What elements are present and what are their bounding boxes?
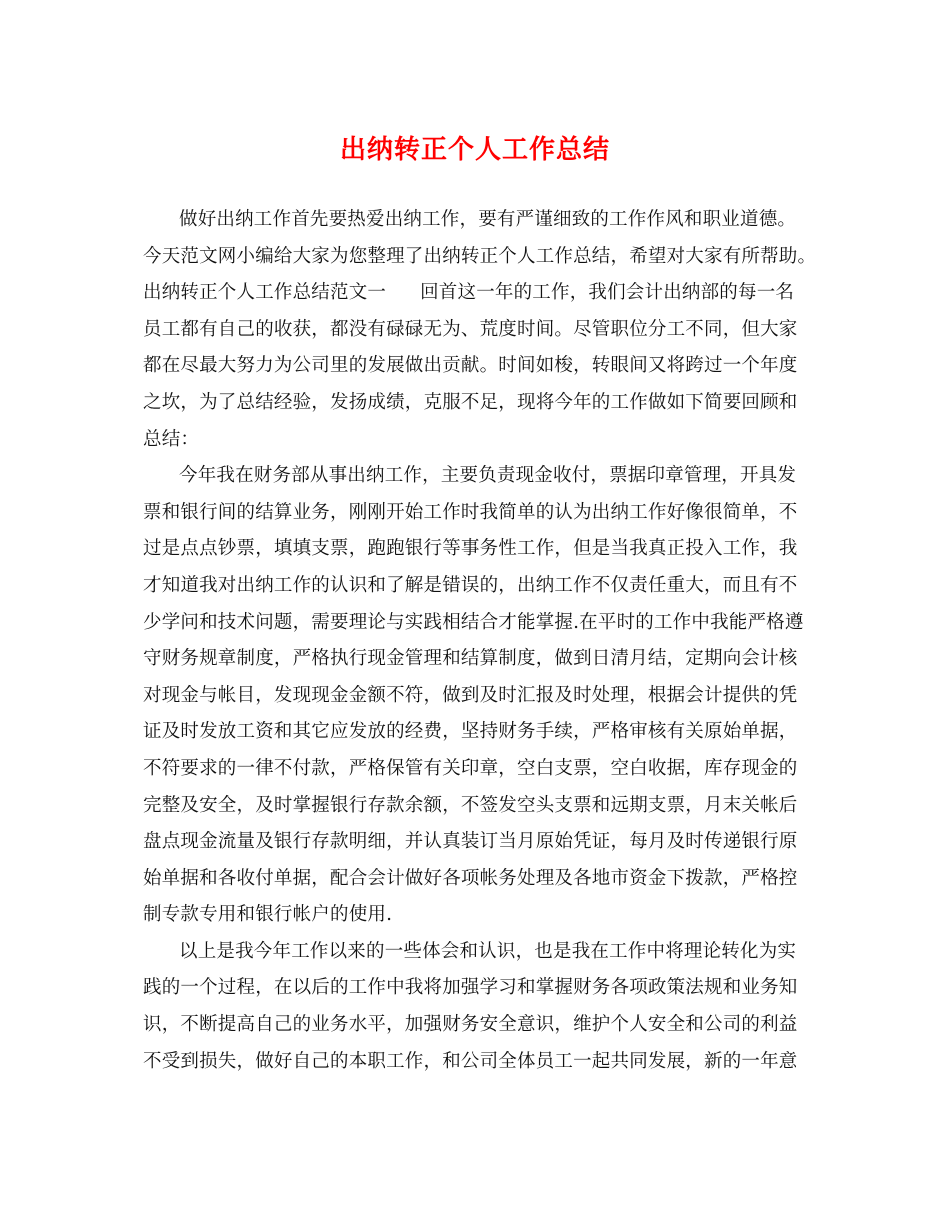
body-line: 票和银行间的结算业务，刚刚开始工作时我简单的认为出纳工作好像很简单，不 bbox=[143, 501, 798, 523]
body-line: 盘点现金流量及银行存款明细，并认真装订当月原始凭证，每月及时传递银行原 bbox=[143, 831, 798, 853]
body-line: 证及时发放工资和其它应发放的经费，坚持财务手续，严格审核有关原始单据， bbox=[143, 721, 798, 743]
body-line: 践的一个过程，在以后的工作中我将加强学习和掌握财务各项政策法规和业务知 bbox=[143, 977, 798, 999]
body-line: 不受到损失，做好自己的本职工作，和公司全体员工一起共同发展，新的一年意 bbox=[143, 1050, 798, 1072]
body-line: 之坎，为了总结经验，发扬成绩，克服不足，现将今年的工作做如下简要回顾和 bbox=[143, 391, 798, 413]
body-line-with-heading bbox=[143, 275, 809, 312]
body-line: 今年我在财务部从事出纳工作，主要负责现金收付，票据印章管理，开具发 bbox=[179, 465, 797, 487]
body-line: 才知道我对出纳工作的认识和了解是错误的，出纳工作不仅责任重大，而且有不 bbox=[143, 574, 798, 596]
body-line: 制专款专用和银行帐户的使用. bbox=[143, 904, 393, 926]
body-line: 对现金与帐目，发现现金金额不符，做到及时汇报及时处理，根据会计提供的凭 bbox=[143, 684, 798, 706]
body-line: 今天范文网小编给大家为您整理了出纳转正个人工作总结，希望对大家有所帮助。 bbox=[143, 245, 817, 267]
body-line: 少学问和技术问题，需要理论与实践相结合才能掌握.在平时的工作中我能严格遵 bbox=[143, 611, 804, 633]
body-line: 员工都有自己的收获，都没有碌碌无为、荒度时间。尽管职位分工不同，但大家 bbox=[143, 318, 798, 340]
body-line: 守财务规章制度，严格执行现金管理和结算制度，做到日清月结，定期向会计核 bbox=[143, 648, 798, 670]
body-line: 以上是我今年工作以来的一些体会和认识，也是我在工作中将理论转化为实 bbox=[179, 940, 797, 962]
body-line: 过是点点钞票，填填支票，跑跑银行等事务性工作，但是当我真正投入工作，我 bbox=[143, 538, 798, 560]
document-body bbox=[143, 202, 817, 1080]
body-line: 都在尽最大努力为公司里的发展做出贡献。时间如梭，转眼间又将跨过一个年度 bbox=[143, 355, 798, 377]
body-line-text: 回首这一年的工作，我们会计出纳部的每一名 bbox=[420, 282, 795, 304]
body-line: 不符要求的一律不付款，严格保管有关印章，空白支票，空白收据，库存现金的 bbox=[143, 757, 798, 779]
body-line: 完整及安全，及时掌握银行存款余额，不签发空头支票和远期支票，月末关帐后 bbox=[143, 794, 798, 816]
body-line: 识，不断提高自己的业务水平，加强财务安全意识，维护个人安全和公司的利益 bbox=[143, 1014, 798, 1036]
body-line: 始单据和各收付单据，配合会计做好各项帐务处理及各地市资金下拨款，严格控 bbox=[143, 867, 798, 889]
body-line: 总结： bbox=[143, 428, 200, 450]
document-title: 出纳转正个人工作总结 bbox=[339, 135, 610, 165]
section-heading: 出纳转正个人工作总结范文一 bbox=[143, 282, 387, 304]
body-line: 做好出纳工作首先要热爱出纳工作，要有严谨细致的工作作风和职业道德。 bbox=[179, 209, 797, 230]
